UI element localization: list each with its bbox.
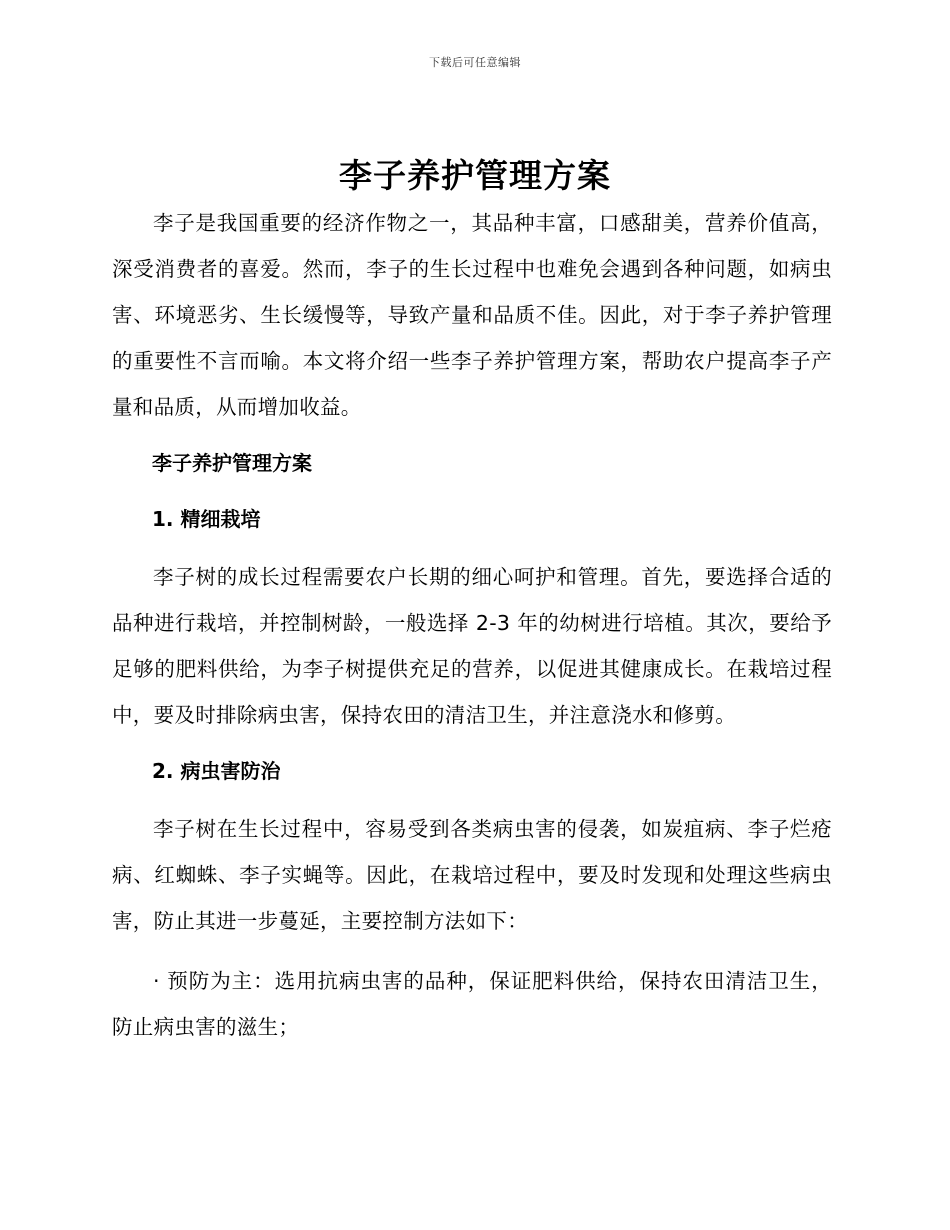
page-header-note: 下载后可任意编辑 bbox=[429, 56, 521, 69]
document-title: 李子养护管理方案 bbox=[339, 156, 611, 195]
intro-paragraph: 李子是我国重要的经济作物之一，其品种丰富，口感甜美，营养价值高，深受消费者的喜爱。然而，李子的生长过程中也难免会遇到各种问题，如病虫害、环境恶劣、生长缓慢等，导致产量和品质不佳。因此，对于李子养护管理的重要性不言而喻。本文将介绍一些李子养护管理方案，帮助农户提高李子产量和品质，从而增加收益。 bbox=[112, 211, 832, 419]
bullet-item-prevention: · 预防为主：选用抗病虫害的品种，保证肥料供给，保持农田清洁卫生，防止病虫害的滋生； bbox=[112, 969, 832, 1039]
document-body bbox=[112, 200, 832, 1050]
section-title: 李子养护管理方案 bbox=[152, 451, 312, 475]
section-heading-pest-control: 2. 病虫害防治 bbox=[152, 759, 281, 783]
section-body-pest-control: 李子树在生长过程中，容易受到各类病虫害的侵袭，如炭疽病、李子烂疮病、红蜘蛛、李子实蝇等。因此，在栽培过程中，要及时发现和处理这些病虫害，防止其进一步蔓延，主要控制方法如下： bbox=[112, 817, 832, 933]
section-heading-cultivation: 1. 精细栽培 bbox=[152, 507, 261, 531]
section-body-cultivation: 李子树的成长过程需要农户长期的细心呵护和管理。首先，要选择合适的品种进行栽培，并控制树龄，一般选择 2-3 年的幼树进行培植。其次，要给予足够的肥料供给，为李子树提供充足的营养，以促进其健康成长。在栽培过程中，要及时排除病虫害，保持农田的清洁卫生，并注意浇水和修剪。 bbox=[112, 565, 832, 727]
